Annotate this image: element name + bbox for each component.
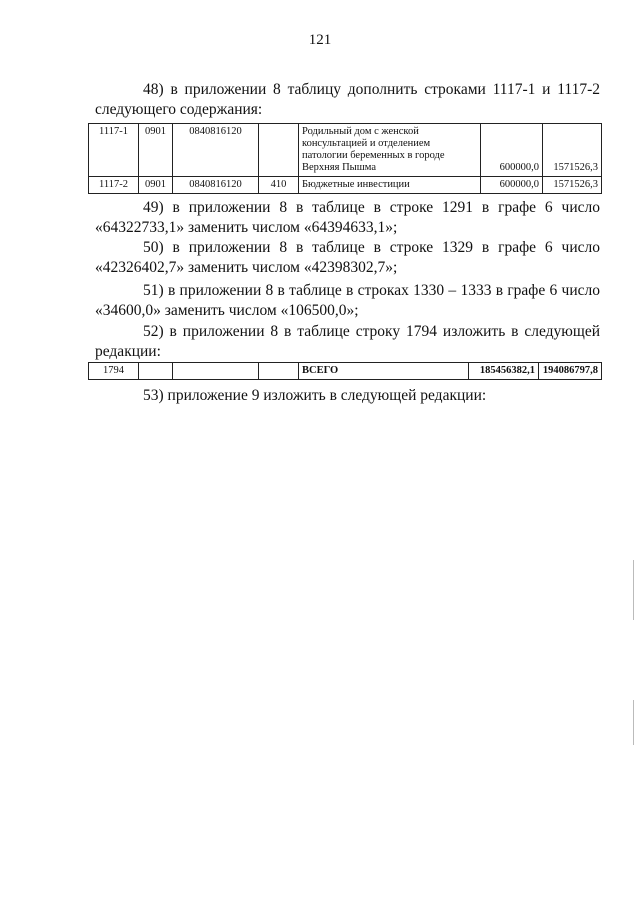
cell-section: 0901 [139,124,173,177]
cell-amount-2: 1571526,3 [543,124,602,177]
paragraph-50 [95,238,600,278]
paragraph-48 [95,80,600,120]
cell-name: Бюджетные инвестиции [299,177,481,194]
scan-edge-mark [633,560,634,620]
cell-amount-1: 600000,0 [481,124,543,177]
cell-target-article: 0840816120 [173,177,259,194]
page-number: 121 [308,32,332,48]
cell-target-article [173,363,259,380]
cell-expense-type [259,124,299,177]
table-row-1794 [88,362,602,380]
cell-section [139,363,173,380]
cell-section: 0901 [139,177,173,194]
paragraph-49-text: 49) в приложении 8 в таблице в строке 1291 в графе 6 число «64322733,1» заменить числом «64394633,1»; [95,199,600,236]
table-row-1117-1 [89,124,602,177]
paragraph-51 [95,281,600,321]
table-row [89,363,602,380]
paragraph-48-text: 48) в приложении 8 таблицу дополнить строками 1117-1 и 1117-2 следующего содержания: [95,81,600,118]
cell-target-article: 0840816120 [173,124,259,177]
cell-row-number: 1117-1 [89,124,139,177]
scan-edge-mark [633,700,634,745]
cell-row-number: 1117-2 [89,177,139,194]
table-rows-1117 [88,123,602,194]
cell-amount-2: 1571526,3 [543,177,602,194]
cell-name: Родильный дом с женской консультацией и отделением патологии беременных в городе Верхняя Пышма [299,124,481,177]
paragraph-52-text: 52) в приложении 8 в таблице строку 1794 изложить в следующей редакции: [95,323,600,360]
cell-amount-1: 600000,0 [481,177,543,194]
paragraph-50-text: 50) в приложении 8 в таблице в строке 1329 в графе 6 число «42326402,7» заменить числом «42398302,7»; [95,239,600,276]
paragraph-52 [95,322,600,362]
cell-name-total: ВСЕГО [299,363,469,380]
table-row-1117-2 [89,177,602,194]
paragraph-53 [95,386,600,406]
cell-amount-1: 185456382,1 [469,363,539,380]
cell-row-number: 1794 [89,363,139,380]
paragraph-49 [95,198,600,238]
cell-expense-type [259,363,299,380]
cell-expense-type: 410 [259,177,299,194]
cell-amount-2: 194086797,8 [539,363,602,380]
paragraph-53-text: 53) приложение 9 изложить в следующей редакции: [143,387,487,404]
paragraph-51-text: 51) в приложении 8 в таблице в строках 1330 – 1333 в графе 6 число «34600,0» заменить числом «106500,0»; [95,282,600,319]
